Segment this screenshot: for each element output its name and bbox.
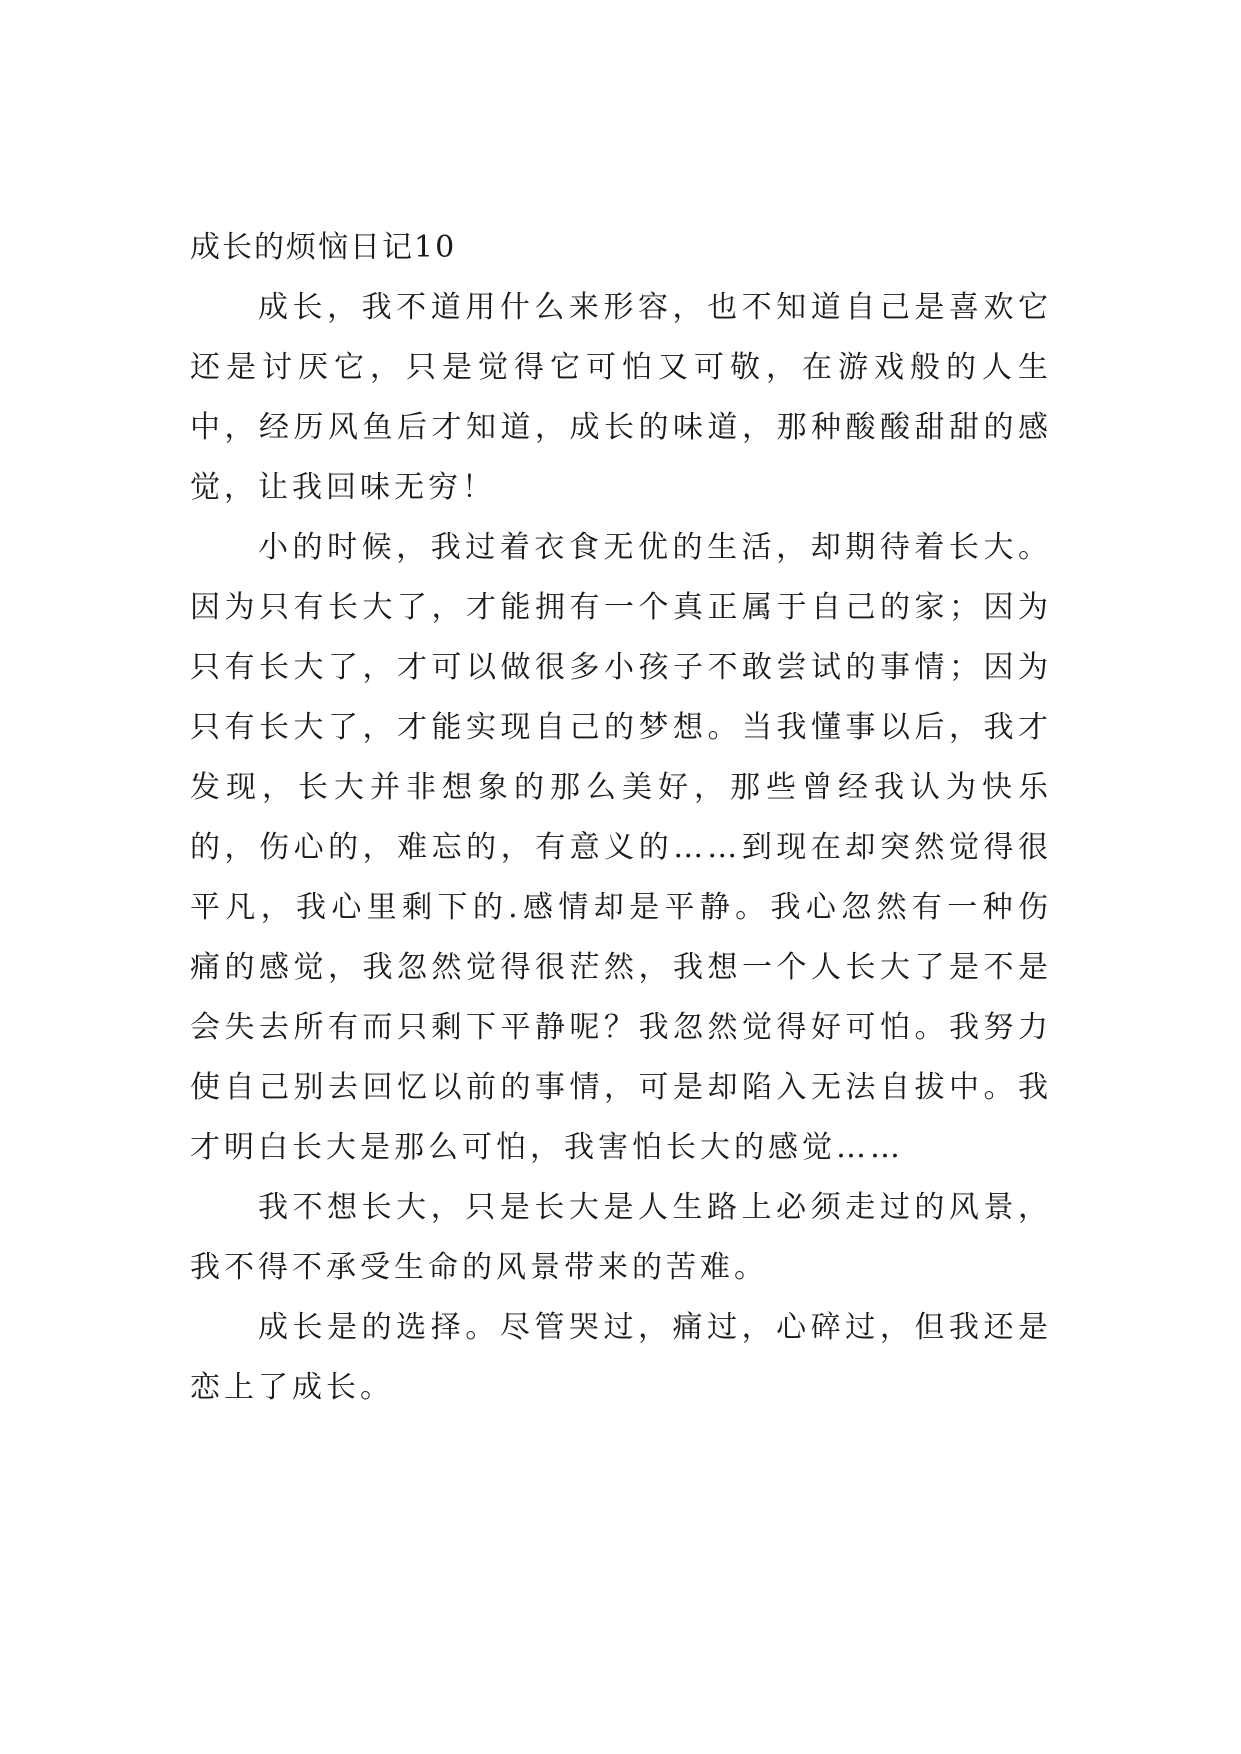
paragraph-4: 成长是的选择。尽管哭过，痛过，心碎过，但我还是恋上了成长。 bbox=[190, 1310, 1052, 1405]
document-body bbox=[190, 218, 1052, 1418]
paragraph-2: 小的时候，我过着衣食无优的生活，却期待着长大。因为只有长大了，才能拥有一个真正属于自己的家；因为只有长大了，才可以做很多小孩子不敢尝试的事情；因为只有长大了，才能实现自己的梦想。当我懂事以后，我才发现，长大并非想象的那么美好，那些曾经我认为快乐的，伤心的，难忘的，有意义的……到现在却突然觉得很平凡，我心里剩下的.感情却是平静。我心忽然有一种伤痛的感觉，我忽然觉得很茫然，我想一个人长大了是不是会失去所有而只剩下平静呢？我忽然觉得好可怕。我努力使自己别去回忆以前的事情，可是却陷入无法自拔中。我才明白长大是那么可怕，我害怕长大的感觉…… bbox=[190, 530, 1052, 1165]
paragraph-3: 我不想长大，只是长大是人生路上必须走过的风景，我不得不承受生命的风景带来的苦难。 bbox=[190, 1190, 1052, 1285]
document-title: 成长的烦恼日记10 bbox=[190, 230, 457, 265]
paragraph-1: 成长，我不道用什么来形容，也不知道自己是喜欢它还是讨厌它，只是觉得它可怕又可敬，在游戏般的人生中，经历风鱼后才知道，成长的味道，那种酸酸甜甜的感觉，让我回味无穷！ bbox=[190, 290, 1052, 505]
